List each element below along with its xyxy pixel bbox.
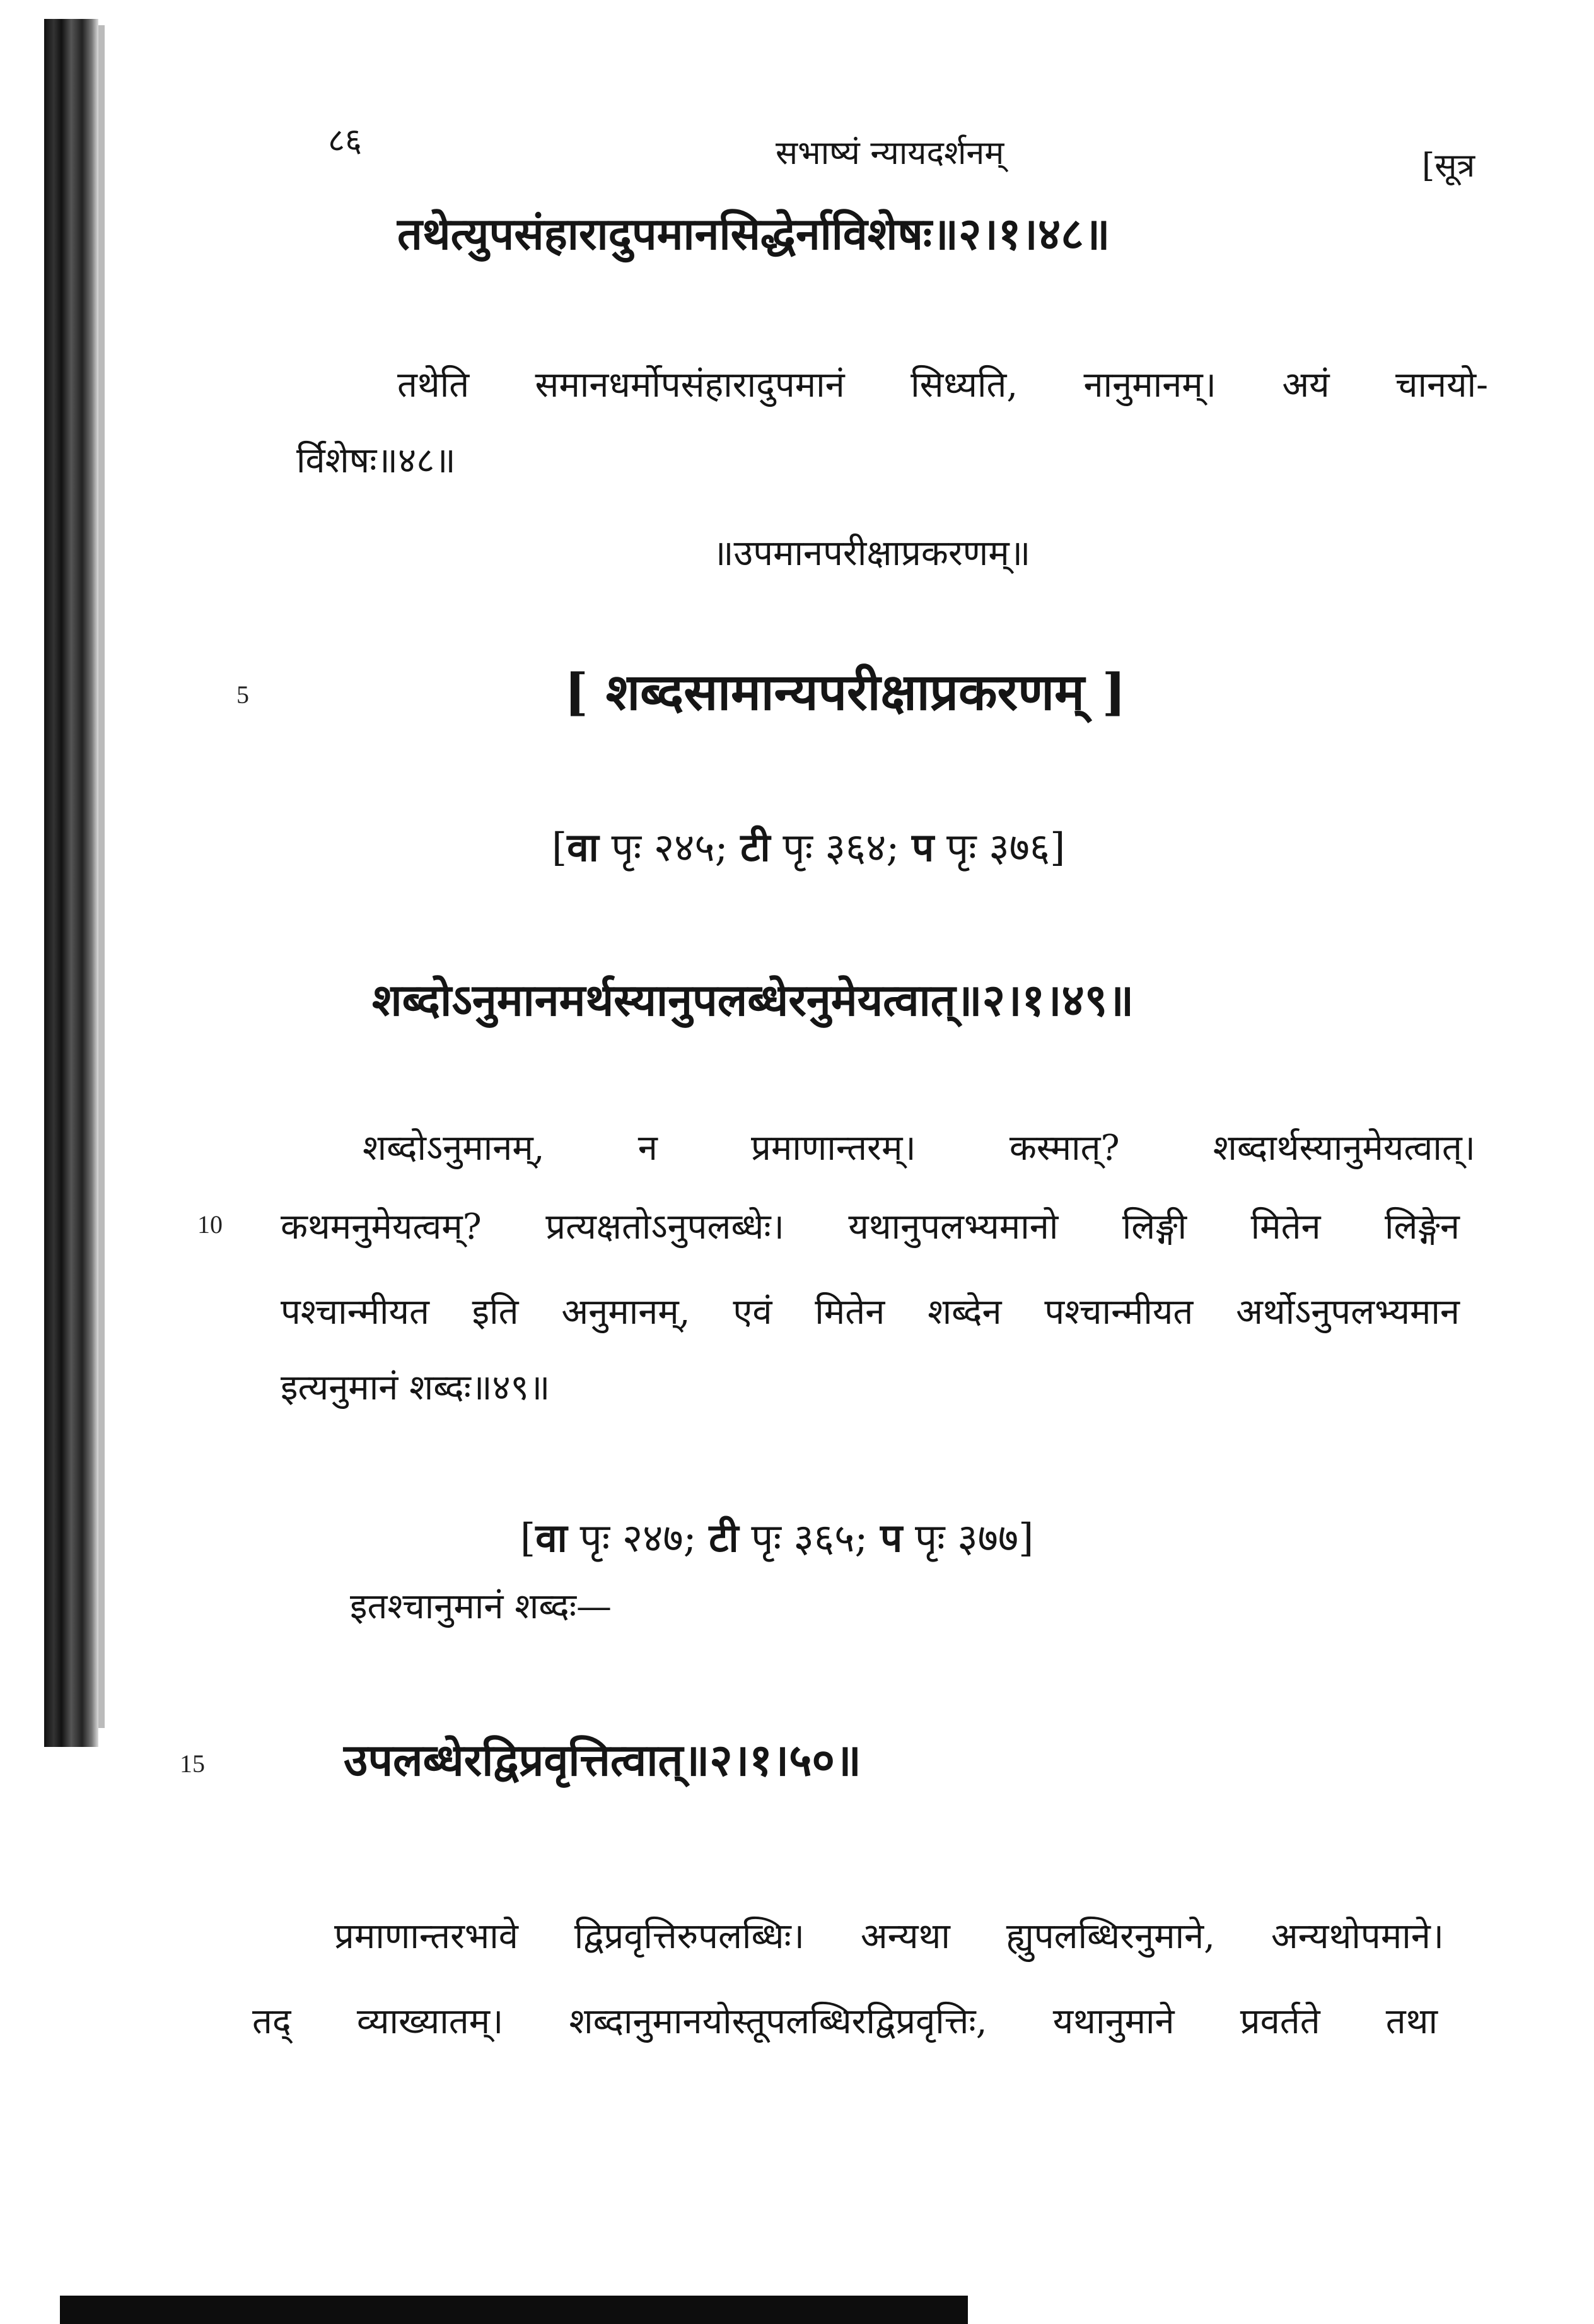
ref1-open: [ — [552, 824, 567, 870]
ref1-ti: टी — [740, 824, 771, 870]
line-number-5: 5 — [236, 680, 249, 709]
bhashya-50-text-2: तद् व्याख्यातम्। शब्दानुमानयोस्तूपलब्धिरद्विप्रवृत्तिः, यथानुमाने प्रवर्तते तथा — [252, 2001, 1438, 2042]
running-title: सभाष्यं न्यायदर्शनम् — [776, 134, 1004, 172]
section-marker: [सूत्र — [1422, 147, 1475, 185]
bhashya-49-line-2 — [281, 1201, 1460, 1249]
ref2-ti-page: पृः ३६५; — [738, 1515, 881, 1561]
bhashya-49-line-4: इत्यनुमानं शब्दः॥४९॥ — [281, 1367, 550, 1408]
intro-50: इतश्चानुमानं शब्दः— — [350, 1586, 612, 1627]
ref1-close: ] — [1050, 824, 1066, 870]
bhashya-48-line-1 — [397, 359, 1488, 407]
ref2-close: ] — [1018, 1515, 1034, 1561]
bhashya-49-text-2: कथमनुमेयत्वम्? प्रत्यक्षतोऽनुपलब्धेः। यथानुपलभ्यमानो लिङ्गी मितेन लिङ्गेन — [281, 1206, 1460, 1247]
book-spine-shadow — [44, 19, 98, 1747]
ref2-va-page: पृः २४७; — [567, 1515, 709, 1561]
prakarana-end-title: ॥उपमानपरीक्षाप्रकरणम्॥ — [713, 533, 1031, 574]
ref1-ti-page: पृः ३६४; — [770, 824, 912, 870]
bhashya-49-line-3 — [281, 1287, 1460, 1334]
ref1-pa-page: पृः ३७६ — [934, 824, 1050, 870]
commentary-reference-2 — [520, 1510, 1033, 1563]
commentary-reference-1 — [552, 820, 1065, 873]
bhashya-49-line-1 — [363, 1123, 1475, 1171]
bhashya-49-text-1: शब्दोऽनुमानम्, न प्रमाणान्तरम्। कस्मात्? शब्दार्थस्यानुमेयत्वात्। — [363, 1128, 1475, 1169]
bhashya-48-text-1: तथेति समानधर्मोपसंहारादुपमानं सिध्यति, नानुमानम्। अयं चानयो- — [397, 365, 1488, 406]
ref1-pa: प — [912, 824, 934, 870]
sutra-49: शब्दोऽनुमानमर्थस्यानुपलब्धेरनुमेयत्वात्॥२।१।४९॥ — [372, 974, 1134, 1026]
ref1-va-page: पृः २४५; — [598, 824, 741, 870]
ref2-pa: प — [880, 1515, 903, 1561]
ref1-va: वा — [567, 824, 599, 870]
bhashya-50-line-2 — [252, 1996, 1438, 2044]
sutra-50: उपलब्धेरद्विप्रवृत्तित्वात्॥२।१।५०॥ — [344, 1734, 861, 1786]
ref2-ti: टी — [709, 1515, 739, 1561]
ref2-pa-page: पृः ३७७ — [902, 1515, 1019, 1561]
section-heading: [ शब्दसामान्यपरीक्षाप्रकरणम् ] — [564, 662, 1126, 721]
line-number-10: 10 — [197, 1210, 223, 1239]
scan-bottom-shadow — [60, 2296, 968, 2324]
bhashya-50-line-1 — [334, 1911, 1444, 1959]
bhashya-49-text-3: पश्चान्मीयत इति अनुमानम्, एवं मितेन शब्देन पश्चान्मीयत अर्थोऽनुपलभ्यमान — [281, 1292, 1460, 1333]
sutra-48: तथेत्युपसंहारादुपमानसिद्धेर्नाविशेषः॥२।१।४८॥ — [397, 207, 1110, 260]
line-number-15: 15 — [180, 1749, 205, 1778]
ref2-va: वा — [535, 1515, 567, 1561]
book-spine-edge — [98, 25, 105, 1728]
bhashya-48-line-2: र्विशेषः॥४८॥ — [296, 440, 456, 481]
page-number: ८६ — [328, 122, 363, 160]
ref2-open: [ — [520, 1515, 536, 1561]
bhashya-50-text-1: प्रमाणान्तरभावे द्विप्रवृत्तिरुपलब्धिः। अन्यथा ह्युपलब्धिरनुमाने, अन्यथोपमाने। — [334, 1916, 1444, 1957]
